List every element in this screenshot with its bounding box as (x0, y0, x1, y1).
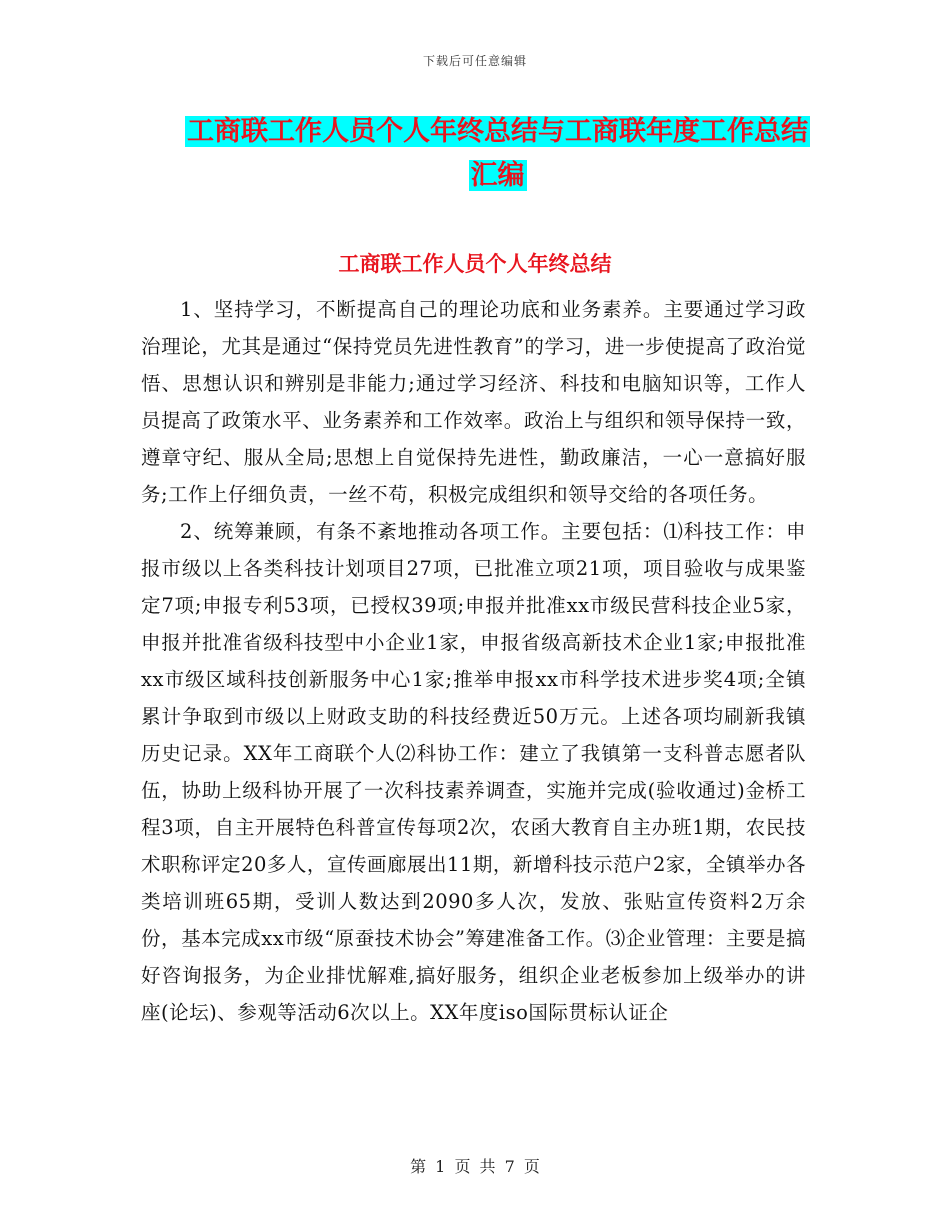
section-title: 工商联工作人员个人年终总结 (338, 252, 612, 276)
title-line-2: 汇编 (470, 160, 525, 191)
title-line-1: 工商联工作人员个人年终总结与工商联年度工作总结 (187, 116, 808, 147)
header-note: 下载后可任意编辑 (422, 54, 527, 68)
body-text (141, 291, 806, 1031)
page-footer: 第 1 页 共 7 页 (410, 1157, 540, 1176)
document-title (140, 110, 855, 198)
paragraph-2: 2、统筹兼顾，有条不紊地推动各项工作。主要包括：⑴科技工作：申报市级以上各类科技计划项目27项，已批准立项21项，项目验收与成果鉴定7项;申报专利53项，已授权39项;申报并批准xx市级民营科技企业5家，申报并批准省级科技型中小企业1家，申报省级高新技术企业1家;申报批准xx市级区域科技创新服务中心1家;推举申报xx市科学技术进步奖4项;全镇累计争取到市级以上财政支助的科技经费近50万元。上述各项均刷新我镇历史记录。XX年工商联个人⑵科协工作：建立了我镇第一支科普志愿者队伍，协助上级科协开展了一次科技素养调查，实施并完成(验收通过)金桥工程3项，自主开展特色科普宣传每项2次，农函大教育自主办班1期，农民技术职称评定20多人，宣传画廊展出11期，新增科技示范户2家，全镇举办各类培训班65期，受训人数达到2090多人次，发放、张贴宣传资料2万余份，基本完成xx市级“原蚕技术协会”筹建准备工作。⑶企业管理：主要是搞好咨询报务，为企业排忧解难,搞好服务，组织企业老板参加上级举办的讲座(论坛)、参观等活动6次以上。XX年度iso国际贯标认证企 (141, 520, 806, 1024)
paragraph-1: 1、坚持学习，不断提高自己的理论功底和业务素养。主要通过学习政治理论，尤其是通过“保持党员先进性教育”的学习，进一步使提高了政治觉悟、思想认识和辨别是非能力;通过学习经济、科技和电脑知识等，工作人员提高了政策水平、业务素养和工作效率。政治上与组织和领导保持一致，遵章守纪、服从全局;思想上自觉保持先进性，勤政廉洁，一心一意搞好服务;工作上仔细负责，一丝不苟，积极完成组织和领导交给的各项任务。 (141, 298, 806, 506)
